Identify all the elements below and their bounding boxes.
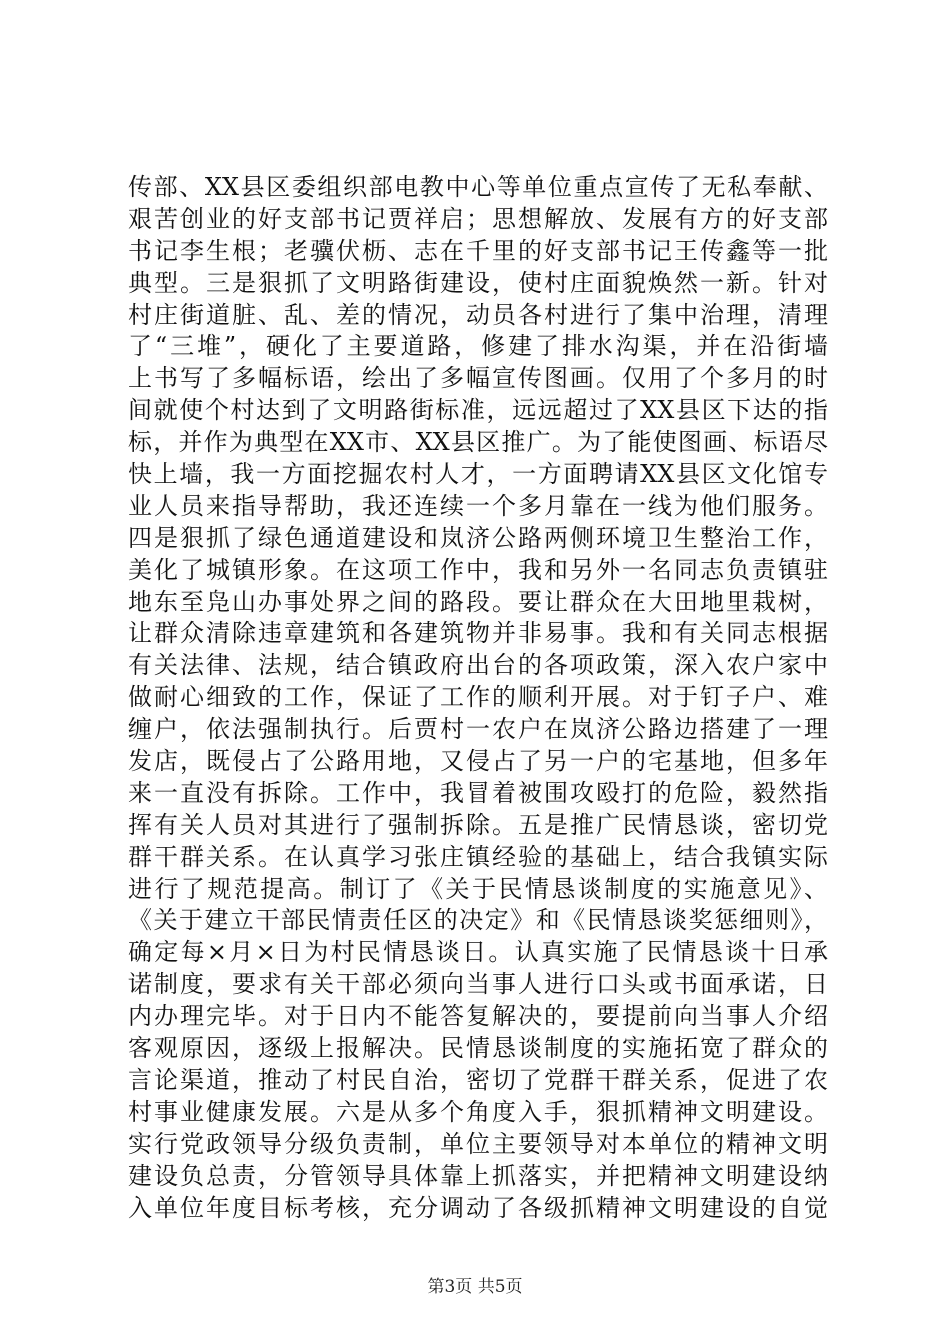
- text-line: 村事业健康发展。六是从多个角度入手，狠抓精神文明建设。: [128, 1097, 828, 1126]
- text-line: 发店，既侵占了公路用地，又侵占了另一户的宅基地，但多年: [128, 747, 828, 776]
- text-line: 建设负总责，分管领导具体靠上抓落实，并把精神文明建设纳: [128, 1161, 828, 1190]
- text-line: 挥有关人员对其进行了强制拆除。五是推广民情恳谈，密切党: [128, 810, 828, 839]
- text-line: 客观原因，逐级上报解决。民情恳谈制度的实施拓宽了群众的: [128, 1034, 828, 1063]
- text-line: 村庄街道脏、乱、差的情况，动员各村进行了集中治理，清理: [128, 300, 828, 329]
- text-line: 群干群关系。在认真学习张庄镇经验的基础上，结合我镇实际: [128, 842, 828, 871]
- text-line: 传部、XX县区委组织部电教中心等单位重点宣传了无私奉献、: [128, 173, 828, 201]
- text-line: 让群众清除违章建筑和各建筑物并非易事。我和有关同志根据: [128, 619, 828, 648]
- text-line: 实行党政领导分级负责制，单位主要领导对本单位的精神文明: [128, 1129, 828, 1158]
- text-line: 来一直没有拆除。工作中，我冒着被围攻殴打的危险，毅然指: [128, 778, 828, 807]
- text-line: 快上墙，我一方面挖掘农村人才，一方面聘请XX县区文化馆专: [128, 460, 828, 489]
- text-line: 四是狠抓了绿色通道建设和岚济公路两侧环境卫生整治工作，: [128, 523, 828, 552]
- text-line: 地东至凫山办事处界之间的路段。要让群众在大田地里栽树，: [128, 587, 828, 616]
- page-number: 第3页 共5页: [427, 1277, 523, 1297]
- text-line: 间就使个村达到了文明路街标准，远远超过了XX县区下达的指: [128, 396, 828, 425]
- text-line: 缠户，依法强制执行。后贾村一农户在岚济公路边搭建了一理: [128, 715, 828, 744]
- text-line: 上书写了多幅标语，绘出了多幅宣传图画。仅用了个多月的时: [128, 364, 828, 393]
- document-body: [128, 172, 828, 1224]
- text-line: 有关法律、法规，结合镇政府出台的各项政策，深入农户家中: [128, 651, 828, 680]
- text-line: 了“三堆”，硬化了主要道路，修建了排水沟渠，并在沿街墙: [128, 332, 828, 361]
- text-line: 美化了城镇形象。在这项工作中，我和另外一名同志负责镇驻: [128, 555, 828, 584]
- text-line: 确定每×月×日为村民情恳谈日。认真实施了民情恳谈十日承: [128, 938, 828, 967]
- text-line: 进行了规范提高。制订了《关于民情恳谈制度的实施意见》、: [128, 874, 828, 903]
- text-line: 艰苦创业的好支部书记贾祥启；思想解放、发展有方的好支部: [128, 204, 828, 233]
- text-line: 言论渠道，推动了村民自治，密切了党群干群关系，促进了农: [128, 1065, 828, 1094]
- text-line: 内办理完毕。对于日内不能答复解决的，要提前向当事人介绍: [128, 1002, 828, 1031]
- text-line: 业人员来指导帮助，我还连续一个多月靠在一线为他们服务。: [128, 491, 828, 520]
- text-line: 《关于建立干部民情责任区的决定》和《民情恳谈奖惩细则》，: [128, 906, 828, 935]
- text-line: 诺制度，要求有关干部必须向当事人进行口头或书面承诺，日: [128, 970, 828, 999]
- text-line: 书记李生根；老骥伏枥、志在千里的好支部书记王传鑫等一批: [128, 236, 828, 265]
- text-line: 做耐心细致的工作，保证了工作的顺利开展。对于钉子户、难: [128, 683, 828, 712]
- text-line: 入单位年度目标考核，充分调动了各级抓精神文明建设的自觉: [128, 1193, 828, 1222]
- text-line: 标，并作为典型在XX市、XX县区推广。为了能使图画、标语尽: [128, 428, 828, 457]
- text-line: 典型。三是狠抓了文明路街建设，使村庄面貌焕然一新。针对: [128, 268, 828, 297]
